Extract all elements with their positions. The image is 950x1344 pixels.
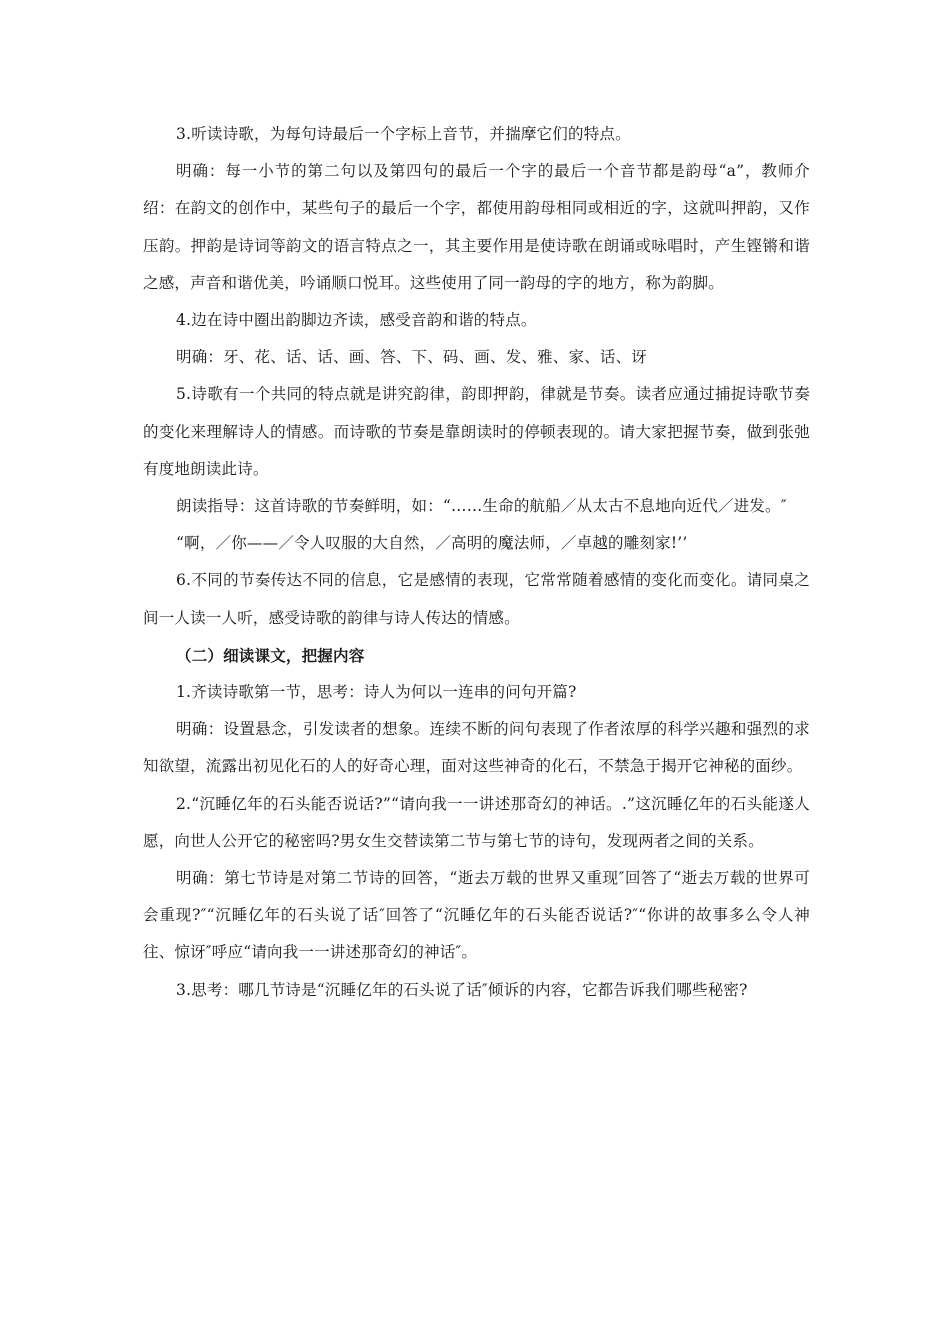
paragraph-answer-2: 明确：第七节诗是对第二节诗的回答，“逝去万载的世界又重现″回答了“逝去万载的世界可会重现?″“沉睡亿年的石头说了话″回答了“沉睡亿年的石头能否说话?″“你讲的故事多么令人神往、惊讶″呼应“请向我一一讲述那奇幻的神话″。 <box>143 869 810 962</box>
paragraph-question-3: 3.思考：哪几节诗是“沉睡亿年的石头说了话″倾诉的内容，它都告诉我们哪些秘密? <box>176 980 748 999</box>
paragraph-answer-1: 明确：设置悬念，引发读者的想象。连续不断的问句表现了作者浓厚的科学兴趣和强烈的求知欲望，流露出初见化石的人的好奇心理，面对这些神奇的化石，不禁急于揭开它神秘的面纱。 <box>143 720 810 776</box>
paragraph-question-2: 2.“沉睡亿年的石头能否说话?”“请向我一一讲述那奇幻的神话。.”这沉睡亿年的石头能遂人愿，向世人公开它的秘密吗?男女生交替读第二节与第七节的诗句，发现两者之间的关系。 <box>143 794 810 850</box>
paragraph-question-1: 1.齐读诗歌第一节，思考：诗人为何以一连串的问句开篇? <box>176 683 577 702</box>
paragraph-step-5: 5.诗歌有一个共同的特点就是讲究韵律，韵即押韵，律就是节奏。读者应通过捕捉诗歌节奏的变化来理解诗人的情感。而诗歌的节奏是靠朗读时的停顿表现的。请大家把握节奏，做到张弛有度地朗读此诗。 <box>143 385 810 478</box>
paragraph-step-3: 3.听读诗歌，为每句诗最后一个字标上音节，并揣摩它们的特点。 <box>176 125 631 143</box>
document-body <box>143 116 810 1009</box>
paragraph-answer-rhyme: 明确：每一小节的第二句以及第四句的最后一个字的最后一个音节都是韵母“a”，教师介绍：在韵文的创作中，某些句子的最后一个字，都使用韵母相同或相近的字，这就叫押韵，又作压韵。押韵是诗词等韵文的语言特点之一，其主要作用是使诗歌在朗诵或咏唱时，产生铿锵和谐之感，声音和谐优美，吟诵顺口悦耳。这些使用了同一韵母的字的地方，称为韵脚。 <box>143 162 810 292</box>
paragraph-reading-example: “啊，／你——／令人叹服的大自然，／高明的魔法师，／卓越的雕刻家!’’ <box>176 534 688 553</box>
section-heading: （二）细读课文，把握内容 <box>176 645 365 665</box>
paragraph-step-4: 4.边在诗中圈出韵脚边齐读，感受音韵和谐的特点。 <box>176 311 537 330</box>
paragraph-step-6: 6.不同的节奏传达不同的信息，它是感情的表现，它常常随着感情的变化而变化。请同桌之间一人读一人听，感受诗歌的韵律与诗人传达的情感。 <box>143 571 810 627</box>
paragraph-reading-guide: 朗读指导：这首诗歌的节奏鲜明，如：“……生命的航船／从太古不息地向近代／进发。″ <box>176 497 787 516</box>
paragraph-answer-rhyme-words: 明确：牙、花、话、话、画、答、下、码、画、发、雅、家、话、讶 <box>176 348 648 367</box>
